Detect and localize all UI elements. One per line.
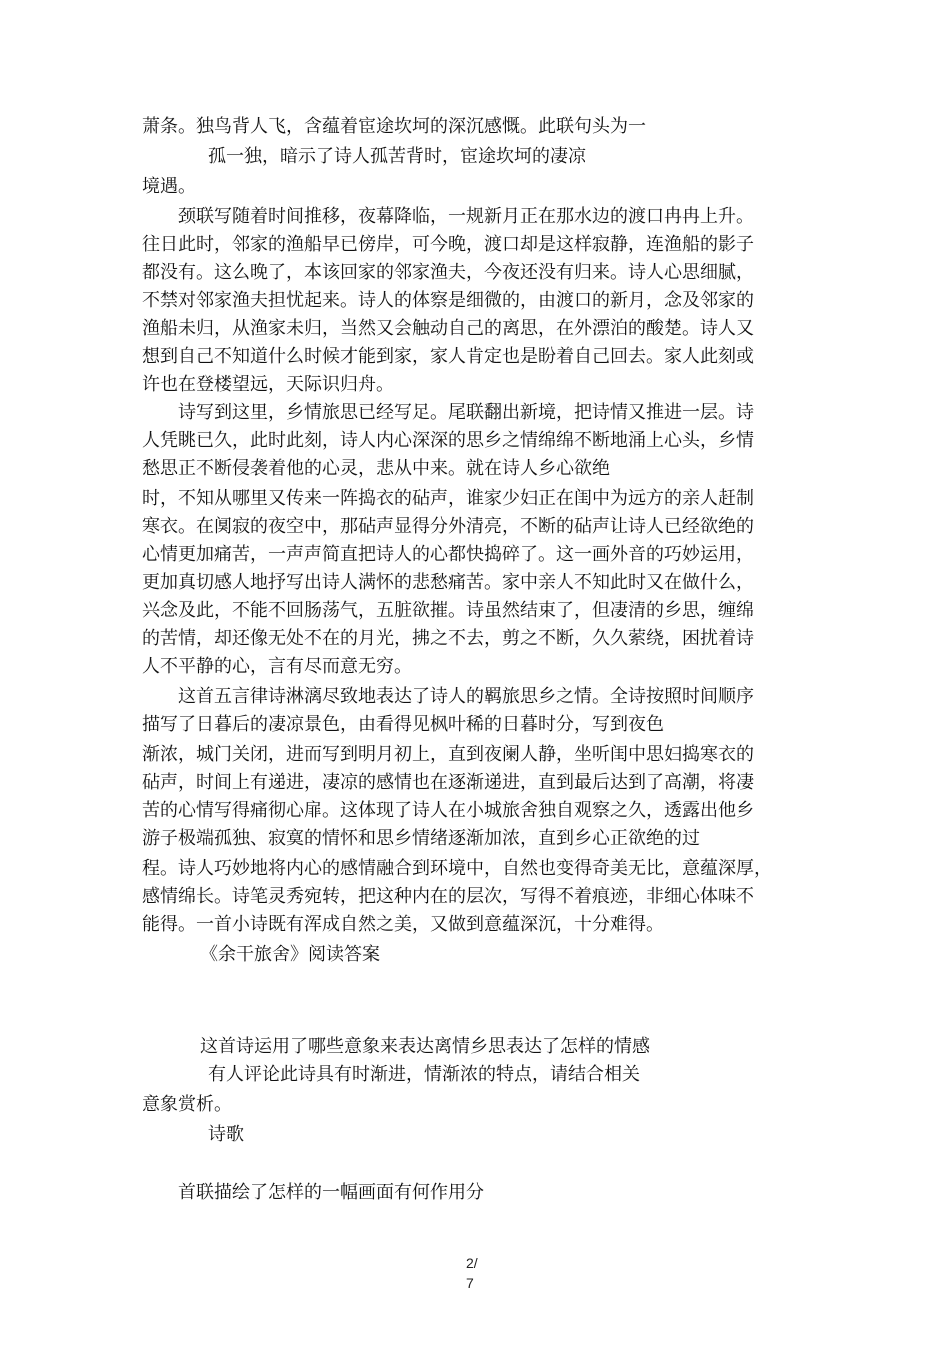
question-text: 这首诗运用了哪些意象来表达离情乡思表达了怎样的情感 — [200, 1036, 650, 1057]
text-line: 苦的心情写得痛彻心扉。这体现了诗人在小城旅舍独自观察之久，透露出他乡 — [142, 800, 754, 821]
text-line: 萧条。独鸟背人飞，含蕴着宦途坎坷的深沉感慨。此联句头为一 — [142, 116, 646, 137]
text-line: 描写了日暮后的凄凉景色，由看得见枫叶稀的日暮时分，写到夜色 — [142, 714, 664, 735]
text-line: 的苦情，却还像无处不在的月光，拂之不去，剪之不断，久久萦绕，困扰着诗 — [142, 628, 754, 649]
page-number-top: 2/ — [466, 1255, 478, 1271]
text-line: 渐浓，城门关闭，进而写到明月初上，直到夜阑人静，坐听闺中思妇捣寒衣的 — [142, 744, 754, 765]
text-line: 兴念及此，不能不回肠荡气，五脏欲摧。诗虽然结束了，但凄清的乡思，缠绵 — [142, 600, 754, 621]
page-number-bottom: 7 — [466, 1275, 474, 1291]
text-line: 砧声，时间上有递进，凄凉的感情也在逐渐递进，直到最后达到了高潮，将凄 — [142, 772, 754, 793]
text-line: 这首五言律诗淋漓尽致地表达了诗人的羁旅思乡之情。全诗按照时间顺序 — [178, 686, 754, 707]
text-line: 时，不知从哪里又传来一阵捣衣的砧声，谁家少妇正在闺中为远方的亲人赶制 — [142, 488, 754, 509]
text-line: 寒衣。在阒寂的夜空中，那砧声显得分外清亮，不断的砧声让诗人已经欲绝的 — [142, 516, 754, 537]
text-line: 都没有。这么晚了，本该回家的邻家渔夫，今夜还没有归来。诗人心思细腻， — [142, 262, 754, 283]
section-heading: 《余干旅舍》阅读答案 — [200, 944, 380, 965]
question-text: 意象赏析。 — [142, 1094, 232, 1115]
text-line: 游子极端孤独、寂寞的情怀和思乡情绪逐渐加浓，直到乡心正欲绝的过 — [142, 828, 700, 849]
text-line: 想到自己不知道什么时候才能到家，家人肯定也是盼着自己回去。家人此刻或 — [142, 346, 754, 367]
text-line: 心情更加痛苦，一声声简直把诗人的心都快捣碎了。这一画外音的巧妙运用， — [142, 544, 754, 565]
text-line: 能得。一首小诗既有浑成自然之美，又做到意蕴深沉，十分难得。 — [142, 914, 664, 935]
label-text: 诗歌 — [208, 1124, 244, 1145]
text-line: 人凭眺已久，此时此刻，诗人内心深深的思乡之情绵绵不断地涌上心头，乡情 — [142, 430, 754, 451]
text-line: 不禁对邻家渔夫担忧起来。诗人的体察是细微的，由渡口的新月，念及邻家的 — [142, 290, 754, 311]
text-line: 往日此时，邻家的渔船早已傍岸，可今晚，渡口却是这样寂静，连渔船的影子 — [142, 234, 754, 255]
text-line: 诗写到这里，乡情旅思已经写足。尾联翻出新境，把诗情又推进一层。诗 — [178, 402, 754, 423]
text-line: 颈联写随着时间推移，夜幕降临，一规新月正在那水边的渡口冉冉上升。 — [178, 206, 754, 227]
text-line: 程。诗人巧妙地将内心的感情融合到环境中，自然也变得奇美无比，意蕴深厚， — [142, 858, 772, 879]
text-line: 境遇。 — [142, 176, 196, 197]
text-line: 感情绵长。诗笔灵秀宛转，把这种内在的层次，写得不着痕迹，非细心体味不 — [142, 886, 754, 907]
text-line: 许也在登楼望远，天际识归舟。 — [142, 374, 394, 395]
text-line: 渔船未归，从渔家未归，当然又会触动自己的离思，在外漂泊的酸楚。诗人又 — [142, 318, 754, 339]
question-text: 首联描绘了怎样的一幅画面有何作用分 — [178, 1182, 484, 1203]
text-line: 人不平静的心，言有尽而意无穷。 — [142, 656, 412, 677]
question-text: 有人评论此诗具有时渐进，情渐浓的特点，请结合相关 — [208, 1064, 640, 1085]
text-line: 愁思正不断侵袭着他的心灵，悲从中来。就在诗人乡心欲绝 — [142, 458, 610, 479]
text-line: 更加真切感人地抒写出诗人满怀的悲愁痛苦。家中亲人不知此时又在做什么， — [142, 572, 754, 593]
text-line: 孤一独，暗示了诗人孤苦背时，宦途坎坷的凄凉 — [208, 146, 586, 167]
